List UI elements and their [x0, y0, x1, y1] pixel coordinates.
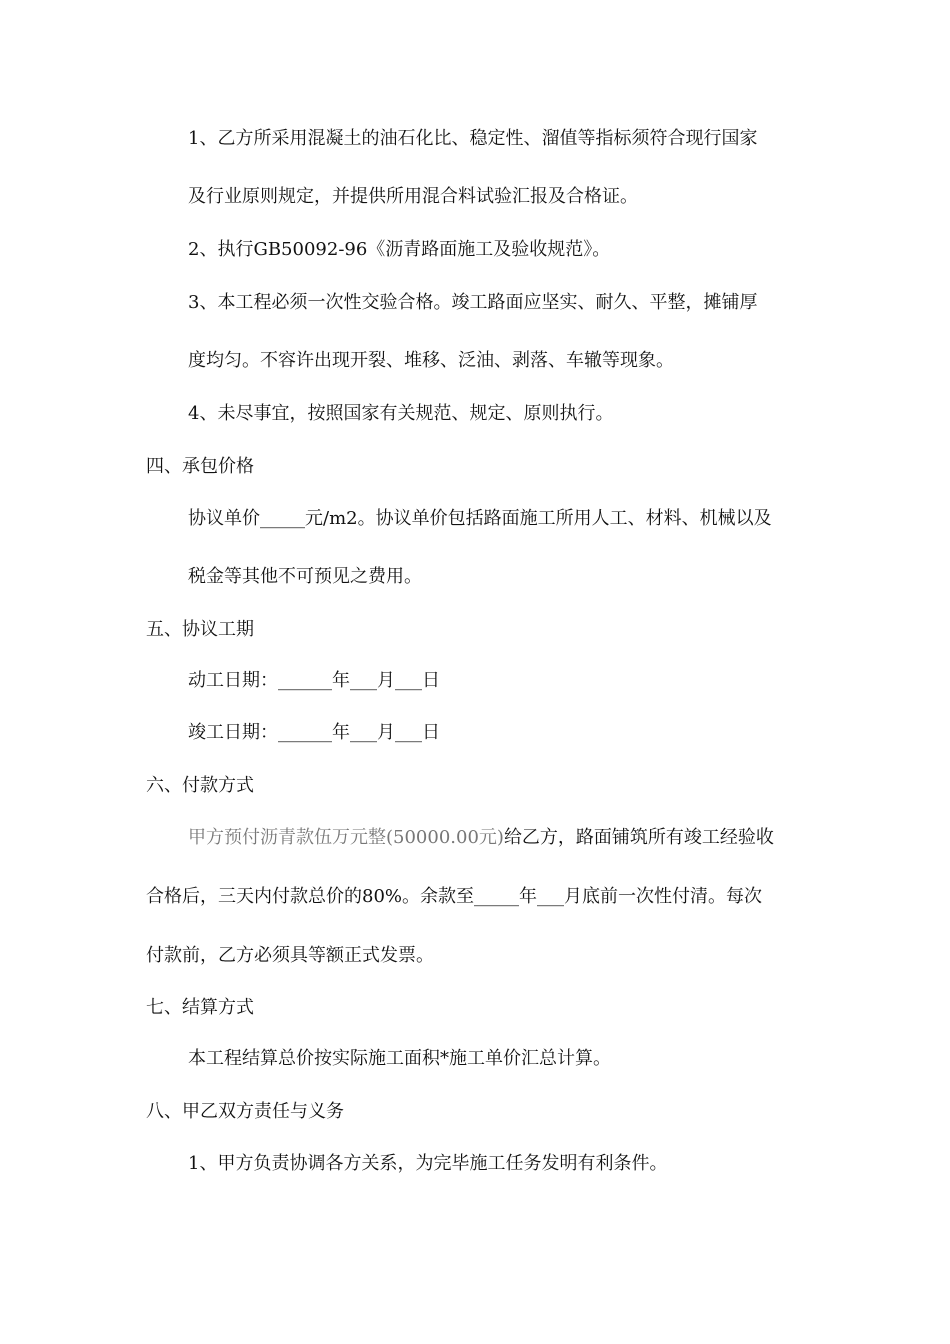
clause-3-3-line-2: 度均匀。不容许出现开裂、堆移、泛油、剥落、车辙等现象。 — [188, 350, 674, 371]
responsibility-1: 1、甲方负责协调各方关系，为完毕施工任务发明有利条件。 — [188, 1153, 668, 1174]
start-date-line: 动工日期：______年___月___日 — [188, 670, 440, 691]
section-heading-responsibilities: 八、甲乙双方责任与义务 — [146, 1101, 344, 1122]
section-heading-price: 四、承包价格 — [146, 456, 254, 477]
clause-3-3-line-1: 3、本工程必须一次性交验合格。竣工路面应坚实、耐久、平整，摊铺厚 — [188, 292, 758, 313]
clause-3-4: 4、未尽事宜，按照国家有关规范、规定、原则执行。 — [188, 403, 614, 424]
payment-line-1 — [188, 826, 774, 850]
price-line-2: 税金等其他不可预见之费用。 — [188, 566, 422, 587]
settlement-line: 本工程结算总价按实际施工面积*施工单价汇总计算。 — [188, 1048, 611, 1069]
section-heading-payment: 六、付款方式 — [146, 775, 254, 796]
clause-3-1-line-2: 及行业原则规定，并提供所用混合料试验汇报及合格证。 — [188, 186, 638, 207]
clause-3-1-line-1: 1、乙方所采用混凝土的油石化比、稳定性、溜值等指标须符合现行国家 — [188, 128, 758, 149]
completion-date-line: 竣工日期：______年___月___日 — [188, 722, 440, 743]
price-line-1: 协议单价_____元/m2。协议单价包括路面施工所用人工、材料、机械以及 — [188, 508, 772, 529]
section-heading-schedule: 五、协议工期 — [146, 619, 254, 640]
payment-advance-text: 甲方预付沥青款伍万元整(50000.00元) — [188, 827, 504, 848]
section-heading-settlement: 七、结算方式 — [146, 997, 254, 1018]
payment-line-3: 付款前，乙方必须具等额正式发票。 — [146, 945, 434, 966]
clause-3-2: 2、执行GB50092-96《沥青路面施工及验收规范》。 — [188, 239, 611, 260]
payment-line-2: 合格后，三天内付款总价的80%。余款至_____年___月底前一次性付清。每次 — [146, 886, 763, 907]
payment-line-1-rest: 给乙方，路面铺筑所有竣工经验收 — [503, 827, 774, 848]
